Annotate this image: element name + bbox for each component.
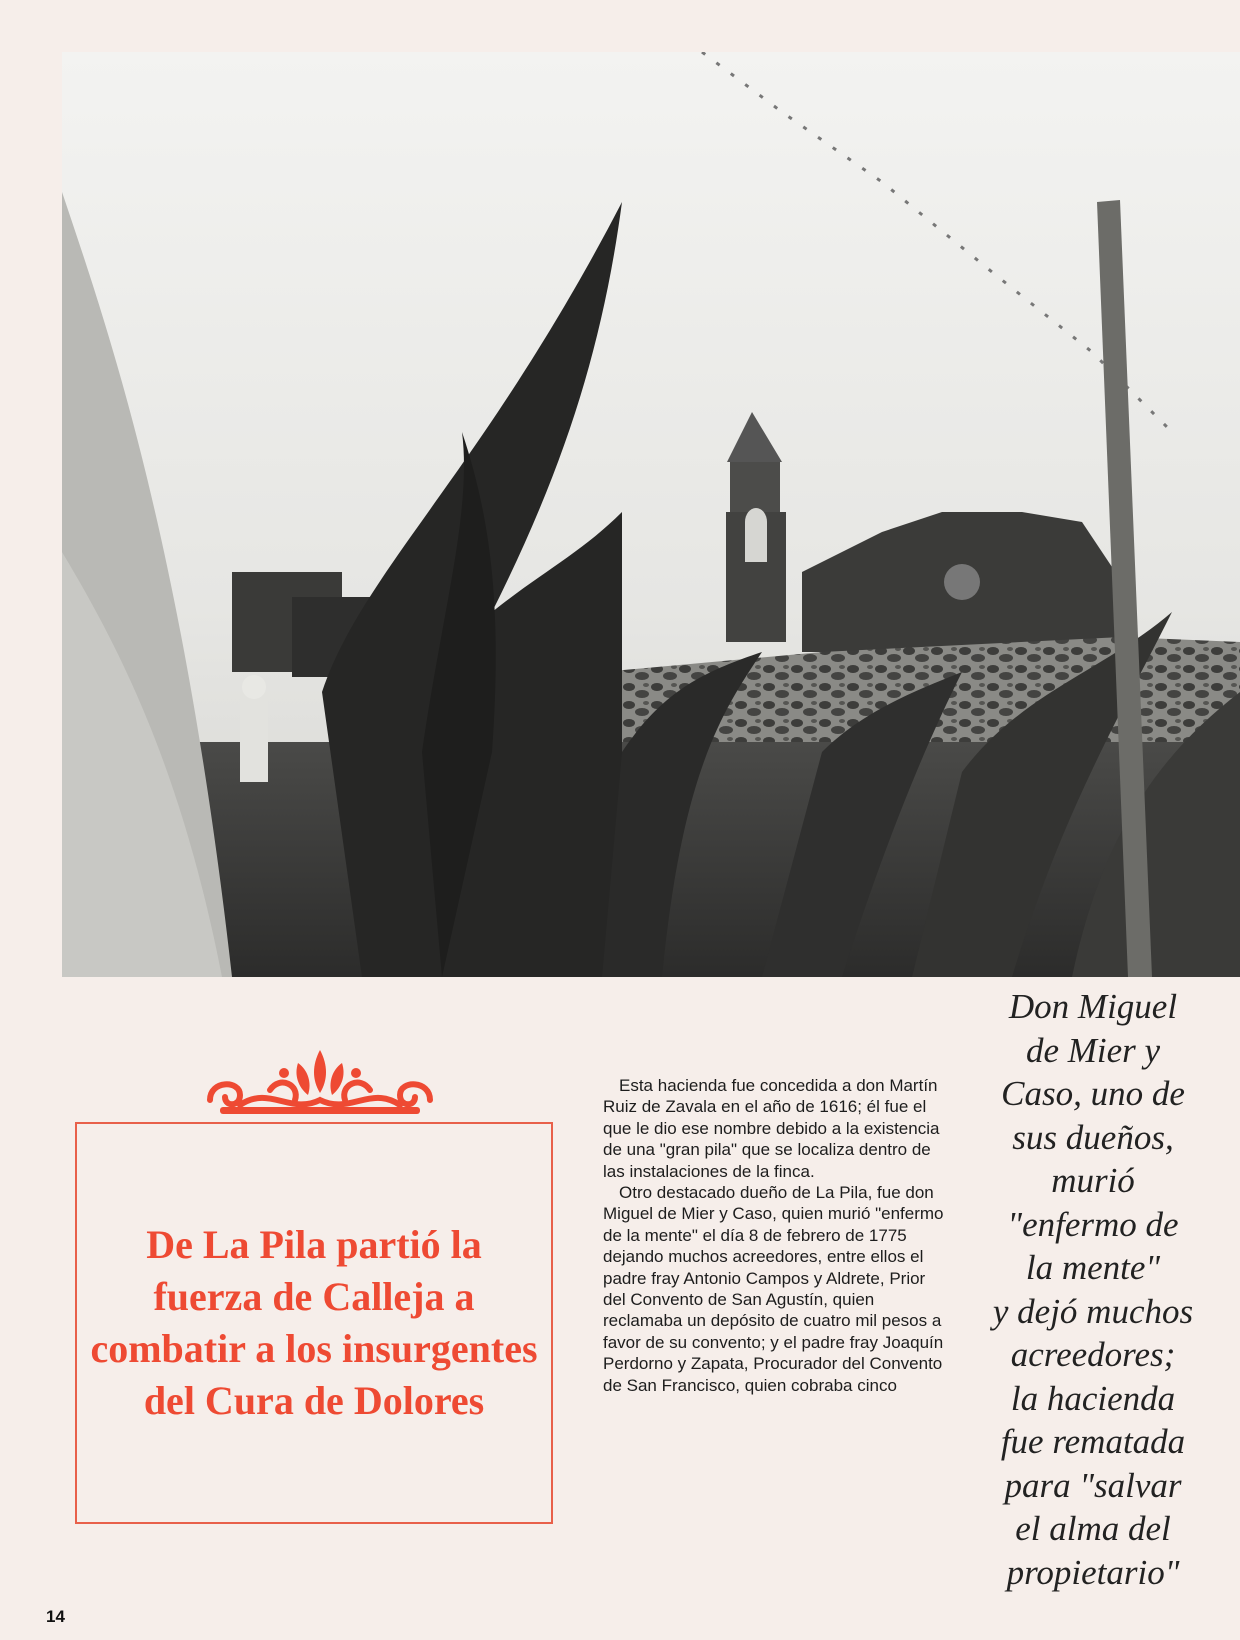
pull-quote-line: de Mier y [1025, 1030, 1161, 1070]
page-number: 14 [46, 1607, 65, 1626]
headline-box [75, 1122, 553, 1524]
pull-quote-line: la hacienda [1010, 1378, 1176, 1418]
pull-quote-line: para "salvar [1004, 1465, 1182, 1505]
pull-quote-line: el alma del [1015, 1509, 1171, 1548]
hacienda-church-photo-icon [62, 52, 1240, 977]
pull-quote-line: sus dueños, [1012, 1117, 1174, 1157]
decorative-scroll-ornament-icon [200, 1045, 440, 1120]
pull-quote-line: y dejó muchos [992, 1291, 1194, 1331]
article-body [603, 1075, 948, 1396]
hacienda-photo [62, 52, 1240, 977]
body-paragraph-1: Esta hacienda fue concedida a don Martín Ruiz de Zavala en el año de 1616; él fue el que le dio ese nombre debido a la existencia de una "gran pila" que se localiza dentro de las instalaciones de la finca. [603, 1076, 940, 1181]
body-paragraph-2: Otro destacado dueño de La Pila, fue don Miguel de Mier y Caso, quien murió "enfermo de la mente" el día 8 de febrero de 1775 dejando muchos acreedores, entre ellos el padre fray Antonio Campos y Aldrete, Prior del Convento de San Agustín, quien reclamaba un depósito de cuatro mil pesos a favor de su convento; y el padre fray Joaquín Perdorno y Zapata, Procurador del Convento de San Francisco, quien cobraba cinco [603, 1183, 944, 1395]
pull-quote-line: fue rematada [1000, 1422, 1186, 1461]
pull-quote-line: la mente" [1025, 1248, 1161, 1287]
headline: De La Pila partió la fuerza de Calleja a combatir a los insurgentes del Cura de Dolores [90, 1222, 538, 1423]
pull-quote-line: "enfermo de [1007, 1204, 1179, 1244]
pull-quote-line: propietario" [1006, 1552, 1180, 1592]
pull-quote-line: acreedores; [1010, 1335, 1176, 1374]
pull-quote [962, 985, 1224, 1594]
pull-quote-line: murió [1051, 1161, 1135, 1200]
pull-quote-line: Don Miguel [1008, 987, 1178, 1026]
pull-quote-line: Caso, uno de [1001, 1074, 1185, 1113]
